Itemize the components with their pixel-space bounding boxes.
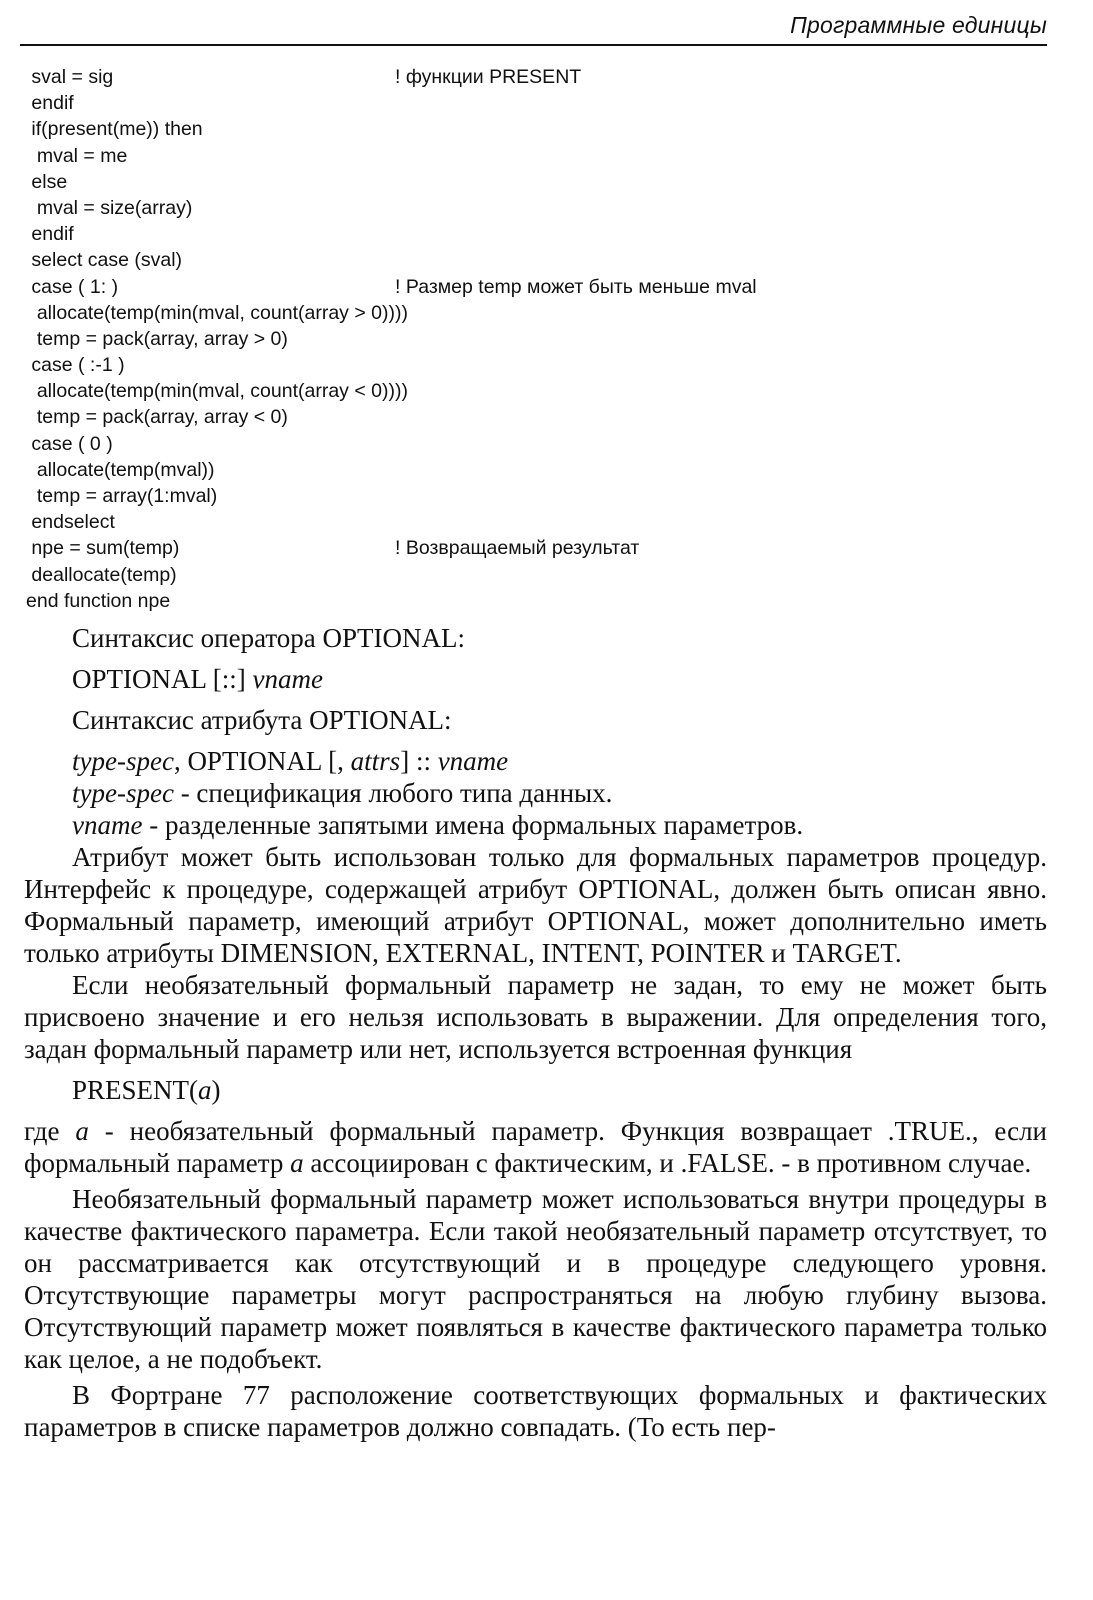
paragraph-inner-procedure: Необязательный формальный параметр может использоваться внутри процедуры в качестве фактического параметра. Если такой необязательный параметр отсутствует, то он рассматривается как отсутствующий и в процедуре следующего уровня. Отсутствующие параметры могут распространяться на любую глубину вызова. Отсутствующий параметр может появляться в качестве фактического параметра только как целое, а не подобъект. (24, 1184, 1047, 1374)
code-comment: ! Возвращаемый результат (395, 537, 640, 560)
code-line (0, 221, 1093, 247)
code-statement: else (26, 170, 68, 193)
attribute-syntax-line (24, 745, 1047, 777)
code-listing (0, 64, 1093, 614)
where-tail: ассоциирован с фактическим, и .FALSE. - в противном случае. (303, 1148, 1032, 1178)
code-statement: allocate(temp(min(mval, count(array > 0)))) (26, 301, 408, 324)
definition-term: type-spec (72, 778, 174, 808)
attr-attrs: attrs (350, 746, 401, 776)
code-line (0, 326, 1093, 352)
paragraph-where (24, 1115, 1047, 1179)
code-line (0, 457, 1093, 483)
code-statement: end function npe (26, 589, 171, 612)
code-statement: temp = pack(array, array > 0) (26, 327, 288, 350)
body-text (24, 622, 1047, 1443)
definition-desc: - спецификация любого типа данных. (173, 778, 613, 808)
code-line (0, 169, 1093, 195)
code-line (0, 562, 1093, 588)
code-statement: deallocate(temp) (26, 563, 177, 586)
code-statement: mval = size(array) (26, 196, 193, 219)
present-name: PRESENT( (72, 1075, 199, 1105)
definition-desc: - разделенные запятыми имена формальных параметров. (142, 810, 804, 840)
code-statement: case ( :-1 ) (26, 354, 125, 377)
where-lead: где (24, 1116, 76, 1146)
definition-type-spec (24, 777, 1047, 809)
code-statement: allocate(temp(mval)) (26, 458, 215, 481)
code-statement: endselect (26, 511, 115, 534)
code-line (0, 378, 1093, 404)
code-statement: endif (26, 92, 74, 115)
paragraph-attribute: Атрибут может быть использован только для формальных параметров процедур. Интерфейс к процедуре, содержащей атрибут OPTIONAL, должен быть описан явно. Формальный параметр, имеющий атрибут OPTIONAL, может дополнительно иметь только атрибуты DIMENSION, EXTERNAL, INTENT, POINTER и TARGET. (24, 842, 1047, 968)
code-statement: endif (26, 223, 74, 246)
header-rule (20, 44, 1047, 46)
code-statement: case ( 0 ) (26, 432, 113, 455)
statement-syntax-keyword: OPTIONAL [::] (72, 664, 253, 694)
statement-syntax-heading: Синтаксис оператора OPTIONAL: (72, 623, 466, 653)
paragraph-fortran77: В Фортране 77 расположение соответствующих формальных и фактических параметров в списке параметров должно совпадать. (То есть пер- (24, 1380, 1047, 1442)
code-statement: npe = sum(temp) (26, 537, 180, 560)
attr-part2: ] :: (400, 746, 438, 776)
code-statement: temp = pack(array, array < 0) (26, 406, 288, 429)
attr-part1: , OPTIONAL [, (173, 746, 351, 776)
code-line (0, 404, 1093, 430)
paragraph-absent: Если необязательный формальный параметр не задан, то ему не может быть присвоено значение и его нельзя использовать в выражении. Для определения того, задан формальный параметр или нет, используется встроенная функция (24, 970, 1047, 1064)
code-line (0, 116, 1093, 142)
code-statement: allocate(temp(min(mval, count(array < 0)))) (26, 380, 408, 403)
attribute-syntax-heading: Синтаксис атрибута OPTIONAL: (72, 705, 452, 735)
code-line (0, 352, 1093, 378)
code-statement: mval = me (26, 144, 128, 167)
code-statement: select case (sval) (26, 249, 183, 272)
code-line (0, 274, 1093, 300)
code-line (0, 90, 1093, 116)
code-line (0, 483, 1093, 509)
code-comment: ! функции PRESENT (395, 66, 582, 88)
code-statement: case ( 1: ) (26, 275, 119, 298)
code-line (0, 300, 1093, 326)
running-header-title: Программные единицы (790, 12, 1047, 38)
attr-vname: vname (437, 746, 509, 776)
code-line (0, 143, 1093, 169)
code-line (0, 431, 1093, 457)
code-statement: if(present(me)) then (26, 118, 203, 141)
statement-syntax-var: vname (252, 664, 323, 694)
code-line (0, 247, 1093, 273)
code-line (0, 195, 1093, 221)
attr-type-spec: type-spec (72, 746, 174, 776)
code-line (0, 509, 1093, 535)
definition-term: vname (72, 810, 143, 840)
present-close: ) (211, 1075, 221, 1105)
code-line (0, 535, 1093, 561)
where-mid: - необязательный формальный параметр. Функция возвращает .TRUE., если формальный параметр (24, 1116, 1047, 1178)
code-statement: temp = array(1:mval) (26, 485, 218, 507)
code-statement: sval = sig (26, 66, 114, 88)
code-line (0, 64, 1093, 90)
present-arg: a (198, 1075, 212, 1105)
code-line (0, 588, 1093, 614)
statement-syntax-line (24, 663, 1047, 695)
present-function-call (24, 1074, 1047, 1106)
where-var-a: a (75, 1116, 89, 1146)
where-var-a: a (290, 1148, 304, 1178)
code-comment: ! Размер temp может быть меньше mval (395, 275, 757, 298)
definition-vname (24, 809, 1047, 841)
